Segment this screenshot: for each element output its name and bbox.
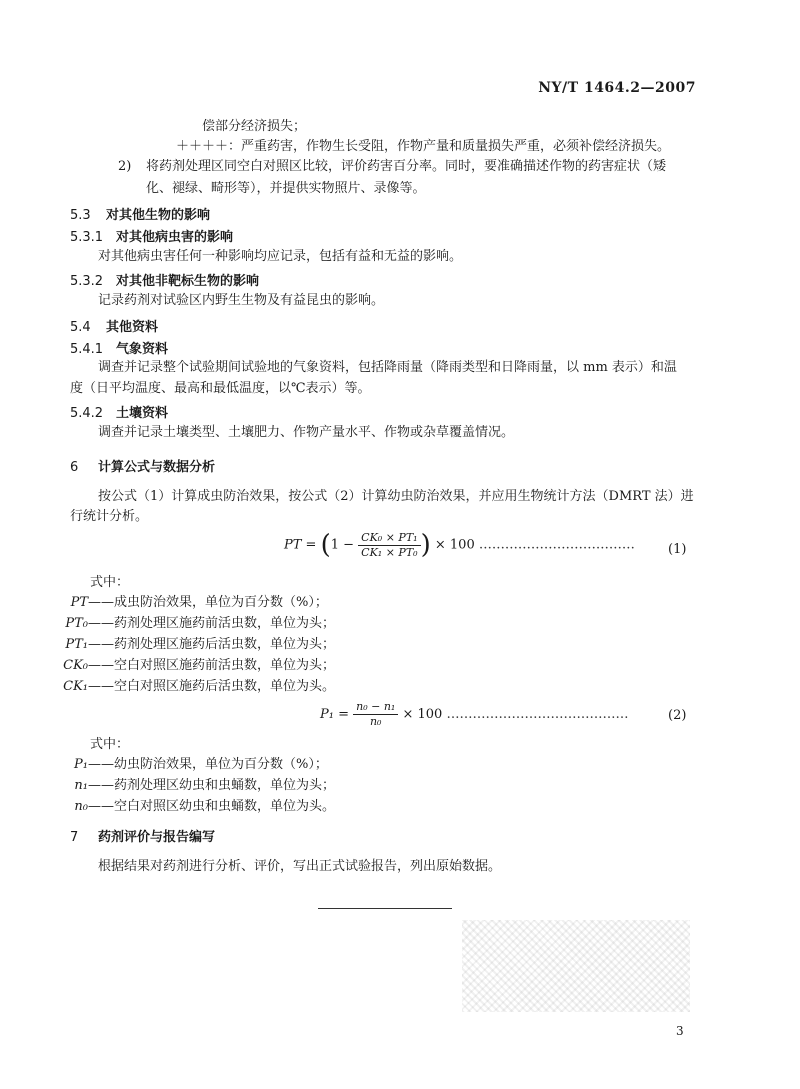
section-5-3-1-heading (70, 226, 233, 245)
section-title: 药剂评价与报告编写 (98, 830, 216, 845)
section-5-4-2-text: 调查并记录土壤类型、土壤肥力、作物产量水平、作物或杂草覆盖情况。 (98, 425, 515, 440)
list-line-1: 偿部分经济损失； (202, 119, 307, 134)
formula-2-leader-dots: …………………………………… (446, 707, 629, 722)
section-5-4-2-heading (70, 402, 168, 421)
formula-2-lhs: P₁ = (320, 707, 349, 722)
section-7-text: 根据结果对药剂进行分析、评价，写出正式试验报告，列出原始数据。 (98, 859, 502, 874)
variable-symbol: PT₀ (65, 616, 88, 631)
formula-2-denominator: n₀ (369, 715, 382, 728)
formula-1-label: (1) (668, 542, 687, 557)
list-item-2-line-1: 将药剂处理区同空白对照区比较，评价药害百分率。同时，要准确描述作物的药害症状（矮 (146, 159, 667, 174)
list-line-2: ＋＋＋＋：严重药害，作物生长受阻，作物产量和质量损失严重，必须补偿经济损失。 (176, 139, 671, 154)
section-5-3-heading (70, 204, 210, 223)
section-number: 5.3.1 (70, 230, 104, 245)
formula-2-times: × 100 (402, 707, 443, 722)
variable-description: ——空白对照区施药后活虫数，单位为头。 (88, 679, 336, 694)
section-title: 对其他病虫害的影响 (116, 230, 234, 245)
list-item-2-number: 2) (118, 159, 132, 174)
variable-symbol: CK₁ (63, 679, 88, 694)
formula-2-fraction (353, 700, 398, 729)
section-number: 5.3.2 (70, 274, 104, 289)
section-6-text-2: 行统计分析。 (70, 509, 149, 524)
variable-description: ——空白对照区幼虫和虫蛹数，单位为头。 (88, 799, 336, 814)
formula-1-numerator: CK₀ × PT₁ (358, 531, 420, 546)
section-number: 5.3 (70, 208, 91, 223)
scan-noise-area (462, 920, 690, 1012)
section-6-heading (70, 456, 215, 475)
formula-1-denominator: CK₁ × PT₀ (361, 545, 418, 559)
variable-symbol: n₁ (74, 778, 88, 793)
variable-symbol: PT (70, 595, 88, 610)
variable-definition (30, 657, 335, 678)
variable-definition (30, 756, 335, 777)
where-1-label: 式中： (90, 575, 130, 590)
section-number: 7 (70, 830, 79, 845)
where-2-label: 式中： (90, 737, 130, 752)
variable-definition (30, 636, 335, 657)
section-title: 土壤资料 (116, 406, 169, 421)
formula-2-label: (2) (668, 708, 687, 723)
section-title: 其他资料 (106, 320, 159, 335)
variable-description: ——药剂处理区幼虫和虫蛹数，单位为头； (88, 778, 336, 793)
variable-symbol: CK₀ (63, 658, 88, 673)
end-rule (318, 908, 452, 909)
variable-symbol: n₀ (74, 799, 88, 814)
section-number: 5.4.2 (70, 406, 104, 421)
formula-1-leader-dots: ……………………………… (478, 537, 635, 553)
formula-1-fraction (358, 531, 420, 560)
where-1-var-list (30, 594, 335, 699)
section-5-3-2-heading (70, 270, 259, 289)
variable-definition (30, 777, 335, 798)
formula-1-lhs: PT = (284, 537, 321, 553)
formula-1 (284, 530, 635, 560)
where-2-var-list (30, 756, 335, 819)
variable-description: ——药剂处理区施药前活虫数，单位为头； (88, 616, 336, 631)
variable-description: ——成虫防治效果，单位为百分数（%）； (88, 595, 328, 610)
formula-1-times: × 100 (434, 537, 475, 553)
section-5-4-1-text-1: 调查并记录整个试验期间试验地的气象资料，包括降雨量（降雨类型和日降雨量，以 mm 表示）和温 (98, 360, 677, 375)
variable-definition (30, 798, 335, 819)
variable-symbol: PT₁ (65, 637, 88, 652)
section-title: 对其他生物的影响 (106, 208, 211, 223)
variable-definition (30, 615, 335, 636)
page-number: 3 (676, 1024, 684, 1038)
section-7-heading (70, 826, 215, 845)
paren-close: ) (420, 530, 431, 560)
section-5-3-1-text: 对其他病虫害任何一种影响均应记录，包括有益和无益的影响。 (98, 249, 463, 264)
section-6-text-1: 按公式（1）计算成虫防治效果，按公式（2）计算幼虫防治效果，并应用生物统计方法（DMRT 法）进 (98, 489, 694, 504)
variable-description: ——幼虫防治效果，单位为百分数（%）； (88, 757, 328, 772)
section-5-4-1-text-2: 度（日平均温度、最高和最低温度，以℃表示）等。 (70, 381, 371, 396)
section-number: 5.4 (70, 320, 91, 335)
section-5-4-1-heading (70, 338, 168, 357)
paren-open: ( (320, 530, 331, 560)
section-5-3-2-text: 记录药剂对试验区内野生生物及有益昆虫的影响。 (98, 293, 385, 308)
formula-2 (320, 700, 628, 729)
section-title: 计算公式与数据分析 (98, 460, 216, 475)
variable-definition (30, 678, 335, 699)
formula-2-numerator: n₀ − n₁ (353, 700, 398, 715)
section-title: 气象资料 (116, 342, 169, 357)
variable-description: ——药剂处理区施药后活虫数，单位为头； (88, 637, 336, 652)
variable-definition (30, 594, 335, 615)
standard-code: NY/T 1464.2—2007 (538, 80, 696, 96)
formula-1-one-minus: 1 − (330, 537, 355, 553)
variable-description: ——空白对照区施药前活虫数，单位为头； (88, 658, 336, 673)
section-title: 对其他非靶标生物的影响 (116, 274, 260, 289)
list-item-2-line-2: 化、褪绿、畸形等），并提供实物照片、录像等。 (146, 181, 426, 196)
section-number: 6 (70, 460, 79, 475)
section-5-4-heading (70, 316, 158, 335)
variable-symbol: P₁ (74, 757, 88, 772)
section-number: 5.4.1 (70, 342, 104, 357)
